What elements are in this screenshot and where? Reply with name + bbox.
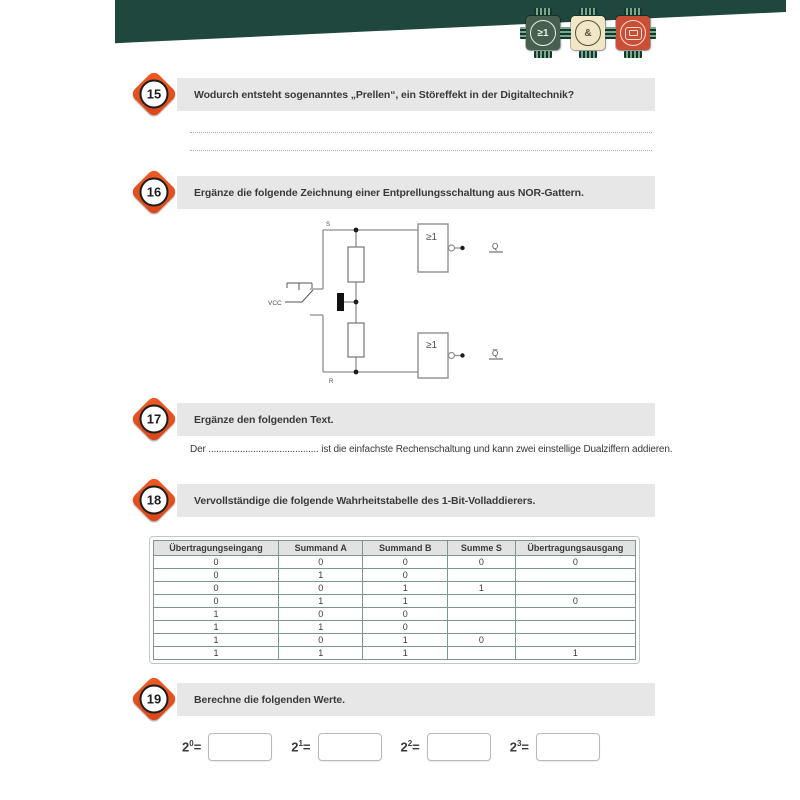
resistor-top [348,247,364,282]
truth-cell: 1 [279,647,363,660]
calc-expression: $2^1=$ [291,739,311,755]
answer-line[interactable] [190,122,652,133]
question-19-header [0,683,800,716]
brand-bricks [526,16,650,50]
table-row [154,595,636,608]
gate-bottom-label: ≥1 [426,340,438,351]
brick-symbol: & [575,20,601,46]
truth-cell: 1 [363,634,447,647]
r-label: R [329,379,334,385]
question-15-badge [132,72,176,116]
question-15-header [0,78,800,111]
display-glyph-inner [629,30,638,36]
resistor-bottom [348,323,364,357]
table-row [154,621,636,634]
truth-table-header: Summand B [363,541,447,556]
junction-dot [354,300,359,305]
truth-cell-empty[interactable] [515,621,635,634]
truth-table-header: Summand A [279,541,363,556]
question-16-badge [132,170,176,214]
question-18-header [0,484,800,517]
truth-table-header: Übertragungsausgang [515,541,635,556]
table-row [154,556,636,569]
truth-cell: 0 [154,582,279,595]
truth-cell-empty[interactable] [515,582,635,595]
truth-table-header: Summe S [447,541,515,556]
truth-cell-empty[interactable] [515,634,635,647]
truth-cell: 0 [363,621,447,634]
vcc-label: VCC [268,300,282,307]
s-label: S [326,222,331,228]
truth-cell: 1 [363,582,447,595]
calc-expression: $2^0=$ [182,739,202,755]
question-19-number: 19 [140,685,169,714]
inverter-bubble-top [449,245,455,251]
truth-cell: 0 [279,556,363,569]
output-q-not-label: Q̅ [492,349,499,358]
nor-gate-brick-icon [526,16,560,50]
debounce-circuit-diagram [255,215,555,395]
question-18-number: 18 [140,486,169,515]
question-16-prompt: Ergänze die folgende Zeichnung einer Entprellungsschaltung aus NOR-Gattern. [194,186,584,199]
output-q-label: Q [492,242,499,251]
answer-box[interactable] [318,733,382,761]
truth-cell: 0 [279,582,363,595]
truth-cell: 0 [363,556,447,569]
gate-top-label: ≥1 [426,232,438,243]
truth-table-container [149,536,640,664]
question-16-bar [177,176,655,209]
truth-table-header: Übertragungseingang [154,541,279,556]
truth-table-body [154,556,636,660]
truth-cell-empty[interactable] [515,569,635,582]
display-icon [620,20,646,46]
truth-cell: 1 [279,569,363,582]
truth-cell: 1 [154,608,279,621]
question-17-bar [177,403,655,436]
table-row [154,582,636,595]
question-17-header [0,403,800,436]
question-15-prompt: Wodurch entsteht sogenanntes „Prellen“, ein Störeffekt in der Digitaltechnik? [194,88,575,101]
truth-cell: 0 [447,634,515,647]
header-band [115,0,786,46]
truth-cell: 1 [279,621,363,634]
truth-cell: 1 [154,634,279,647]
question-15-bar [177,78,655,111]
answer-box[interactable] [536,733,600,761]
truth-cell: 1 [363,595,447,608]
fill-in-sentence: Der .......................................... ist die einfachste Rechenschaltung und kann zwei einstellige Dualziffern addieren. [190,444,673,455]
question-18-prompt: Vervollständige die folgende Wahrheitstabelle des 1-Bit-Volladdierers. [194,494,536,507]
question-19-prompt: Berechne die folgenden Werte. [194,693,345,706]
brick-symbol: ≥1 [530,20,556,46]
truth-cell-empty[interactable] [515,608,635,621]
truth-cell: 0 [154,569,279,582]
ground-bar [337,293,344,311]
question-17-number: 17 [140,405,169,434]
truth-cell-empty[interactable] [447,647,515,660]
truth-cell: 0 [363,569,447,582]
connector-tab [650,27,656,39]
truth-cell: 1 [279,595,363,608]
truth-cell: 0 [279,608,363,621]
inverter-bubble-bottom [449,353,455,359]
calc-item-2-pow-1 [291,733,381,761]
junction-dot [354,228,359,233]
table-row [154,647,636,660]
truth-cell-empty[interactable] [447,608,515,621]
connector-tab [520,27,526,39]
output-terminal-top [460,246,464,250]
question-16-number: 16 [140,178,169,207]
truth-cell: 0 [447,556,515,569]
calculations-row [182,733,600,761]
question-17-badge [132,397,176,441]
question-19-bar [177,683,655,716]
truth-cell: 0 [154,556,279,569]
table-row [154,608,636,621]
answer-box[interactable] [208,733,272,761]
table-row [154,569,636,582]
truth-cell: 1 [447,582,515,595]
question-18-bar [177,484,655,517]
truth-cell: 1 [154,647,279,660]
truth-cell-empty[interactable] [447,569,515,582]
truth-cell: 0 [363,608,447,621]
calc-expression: $2^2=$ [400,739,420,755]
calc-item-2-pow-3 [510,733,600,761]
truth-cell: 0 [515,556,635,569]
and-gate-brick-icon [571,16,605,50]
truth-cell: 0 [154,595,279,608]
truth-cell-empty[interactable] [447,595,515,608]
question-17-prompt: Ergänze den folgenden Text. [194,413,334,426]
display-glyph [625,27,642,40]
truth-table-header-row [154,541,636,556]
calc-item-2-pow-2 [400,733,490,761]
question-18-badge [132,478,176,522]
truth-cell-empty[interactable] [447,621,515,634]
connector-tab [565,27,571,39]
connector-tab [610,27,616,39]
truth-table [153,540,636,660]
answer-box[interactable] [427,733,491,761]
calc-item-2-pow-0 [182,733,272,761]
truth-cell: 0 [515,595,635,608]
question-19-badge [132,677,176,721]
display-brick-icon [616,16,650,50]
truth-cell: 0 [279,634,363,647]
table-row [154,634,636,647]
output-terminal-bottom [460,353,464,357]
question-15-number: 15 [140,80,169,109]
truth-cell: 1 [154,621,279,634]
question-16-header [0,176,800,209]
answer-line[interactable] [190,140,652,151]
junction-dot [354,370,359,375]
truth-cell: 1 [363,647,447,660]
truth-cell: 1 [515,647,635,660]
calc-expression: $2^3=$ [509,739,529,755]
